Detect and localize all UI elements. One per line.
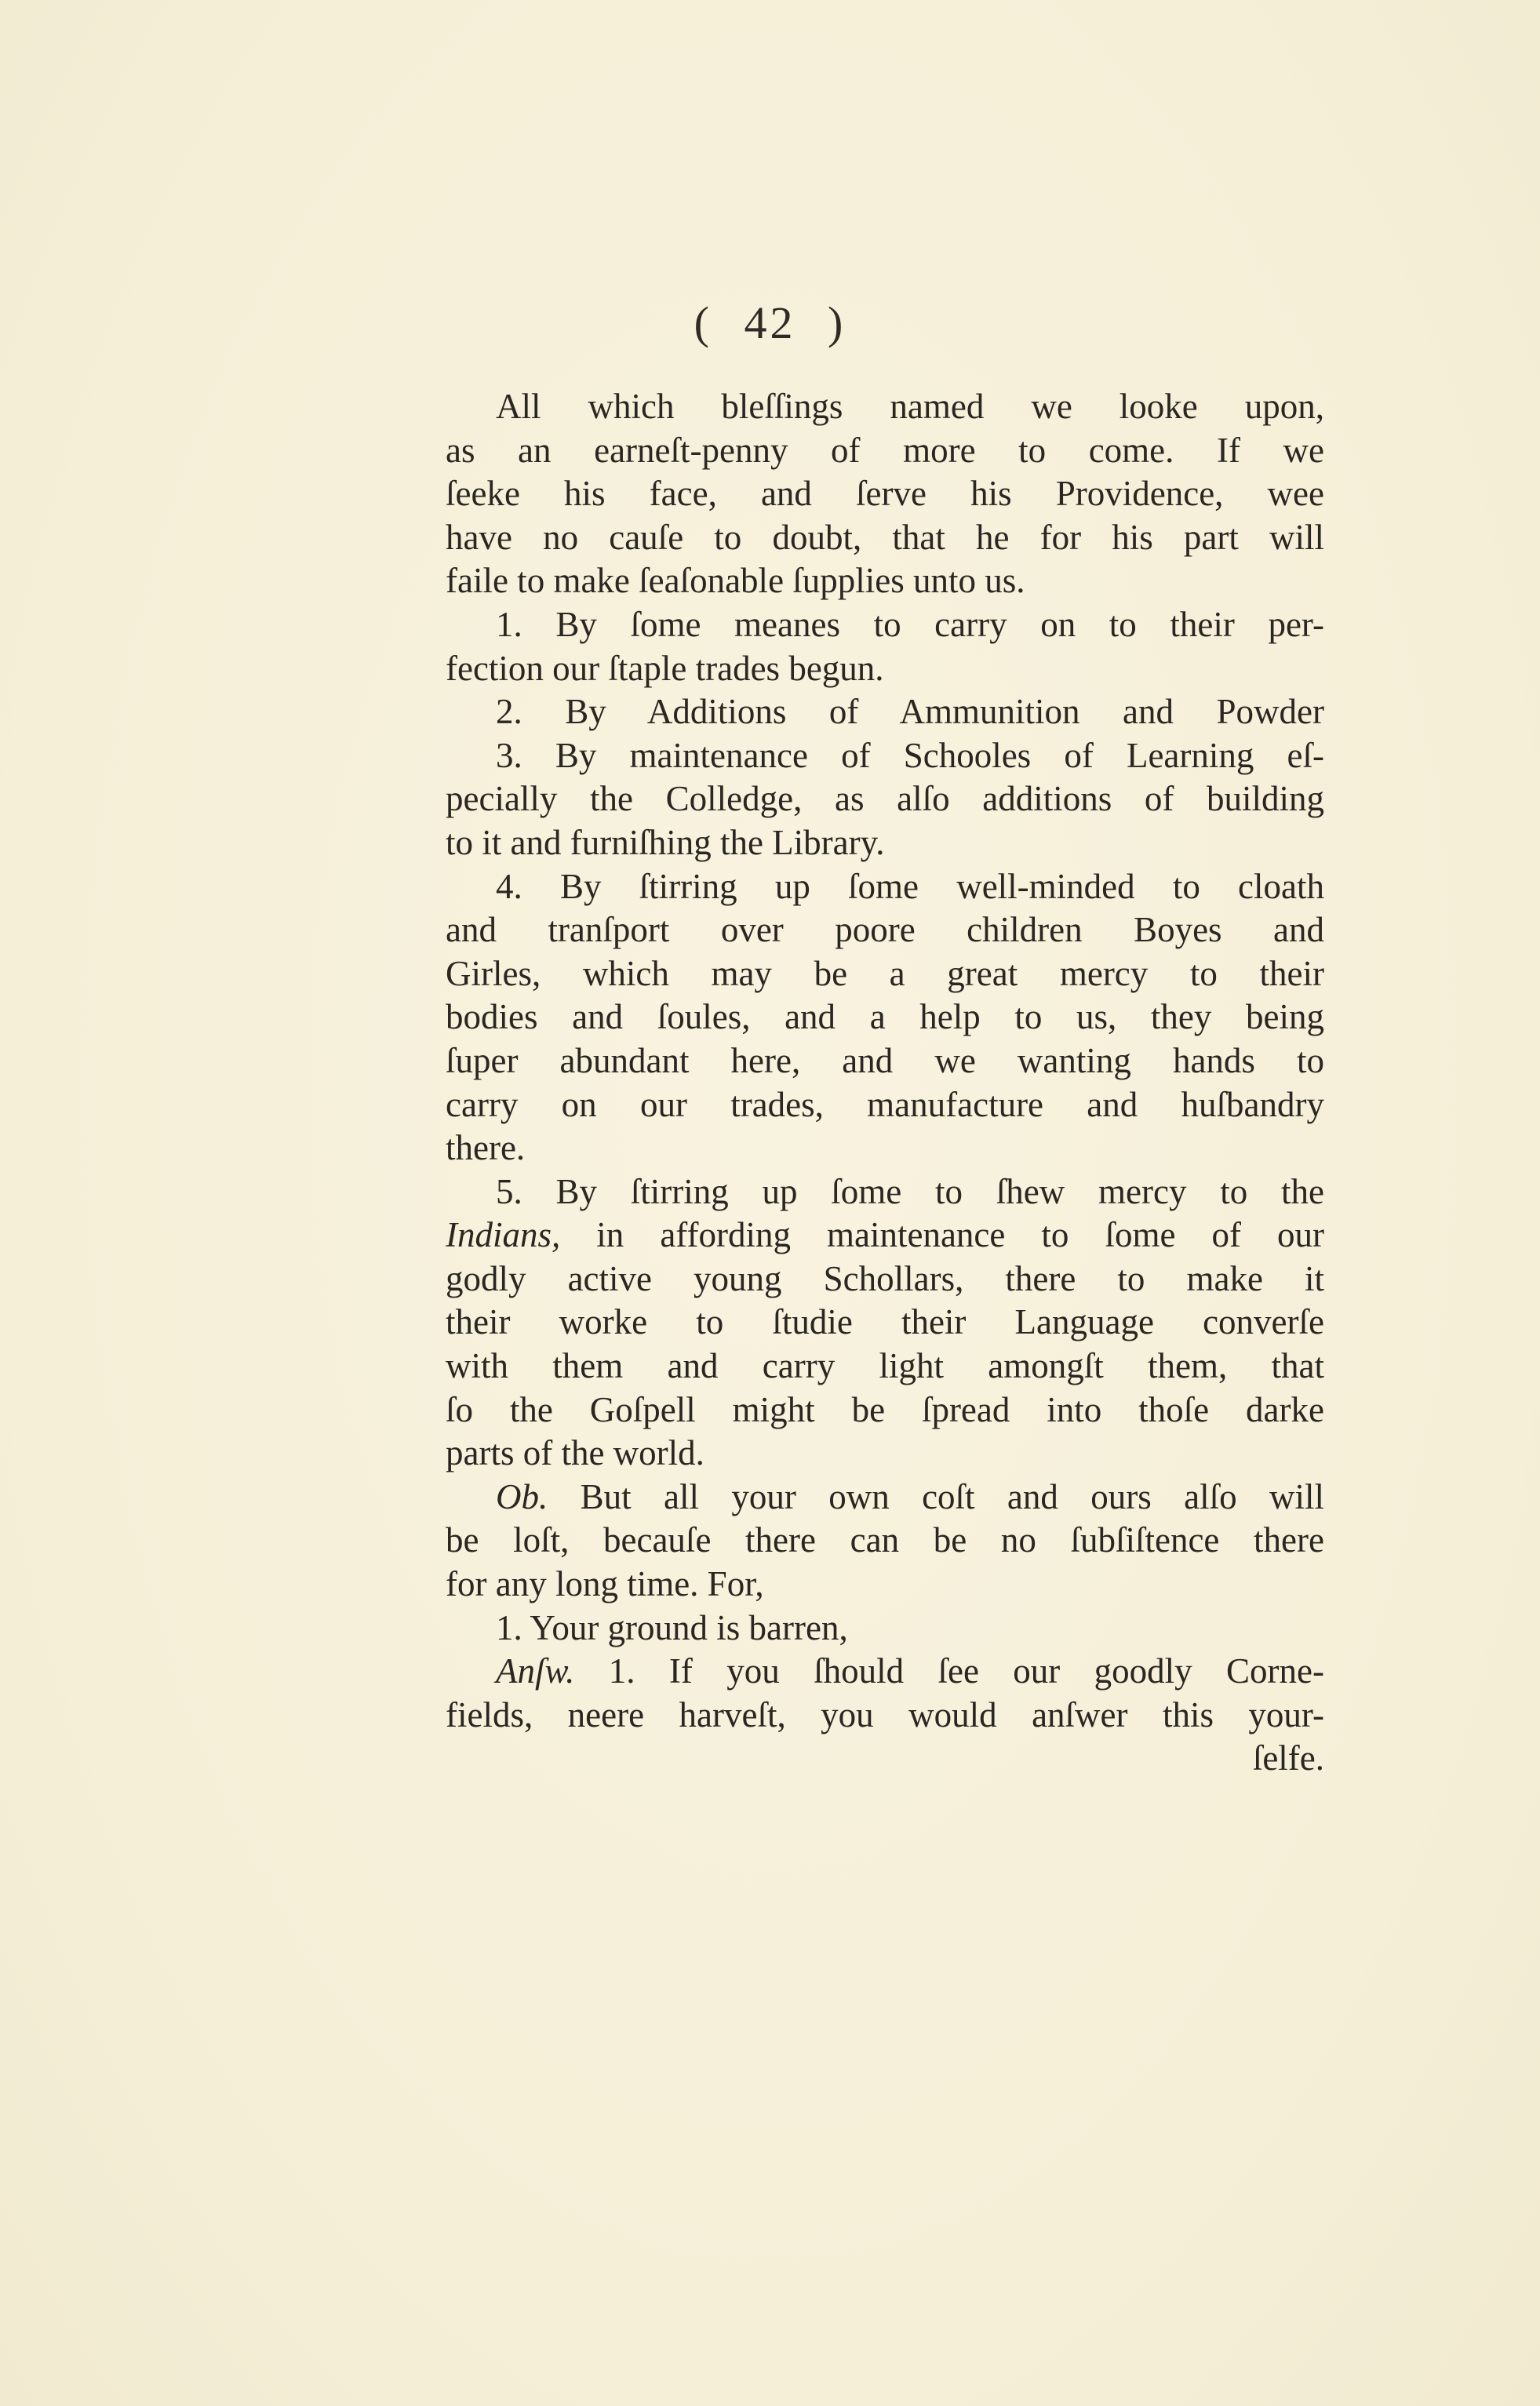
- text-line: [446, 908, 1324, 952]
- text-line: [446, 472, 1324, 516]
- line-text: for any long time. For,: [446, 1564, 764, 1604]
- line-text: 1. If you ſhould ſee our goodly Corne-: [574, 1651, 1324, 1691]
- line-text: pecially the Colledge, as alſo additions of building: [446, 779, 1324, 819]
- line-text: and tranſport over poore children Boyes and: [446, 910, 1324, 950]
- line-text: But all your own coſt and ours alſo will: [548, 1476, 1324, 1516]
- line-text: godly active young Schollars, there to make it: [446, 1258, 1324, 1298]
- text-line: [446, 1650, 1324, 1694]
- text-line: [446, 1607, 1324, 1651]
- text-line: [446, 821, 1324, 865]
- text-line: [446, 865, 1324, 909]
- line-text: 2. By Additions of Ammunition and Powder: [496, 692, 1324, 732]
- text-line: [446, 777, 1324, 821]
- text-line: [446, 1737, 1324, 1781]
- text-line: [446, 603, 1324, 647]
- line-text: their worke to ſtudie their Language converſe: [446, 1302, 1324, 1342]
- italic-text: Indians,: [446, 1215, 561, 1255]
- text-line: [446, 385, 1324, 429]
- text-line: [446, 1170, 1324, 1214]
- italic-text: Ob.: [496, 1476, 548, 1516]
- line-text: as an earneſt-penny of more to come. If we: [446, 430, 1324, 470]
- text-line: [446, 1214, 1324, 1258]
- text-line: [446, 559, 1324, 603]
- text-line: [446, 734, 1324, 778]
- text-line: [446, 1694, 1324, 1738]
- text-line: [446, 1563, 1324, 1607]
- text-line: [446, 996, 1324, 1039]
- text-line: [446, 429, 1324, 473]
- line-text: ſelfe.: [1252, 1738, 1324, 1778]
- line-text: in affording maintenance to ſome of our: [560, 1215, 1324, 1255]
- line-text: to it and furniſhing the Library.: [446, 822, 885, 862]
- line-text: fection our ſtaple trades begun.: [446, 648, 884, 688]
- italic-text: Anſw.: [496, 1651, 575, 1691]
- text-line: [446, 1039, 1324, 1083]
- text-line: [446, 1258, 1324, 1301]
- line-text: 3. By maintenance of Schooles of Learning eſ-: [496, 735, 1324, 775]
- body-text: [446, 385, 1324, 1781]
- page-number: ( 42 ): [694, 297, 846, 348]
- text-line: [446, 1476, 1324, 1520]
- text-line: [446, 1301, 1324, 1345]
- text-line: [446, 516, 1324, 560]
- line-text: bodies and ſoules, and a help to us, they being: [446, 997, 1324, 1037]
- text-line: [446, 647, 1324, 691]
- line-text: ſo the Goſpell might be ſpread into thoſe darke: [446, 1389, 1324, 1429]
- text-line: [446, 1083, 1324, 1127]
- text-line: [446, 1389, 1324, 1432]
- line-text: All which bleſſings named we looke upon,: [496, 387, 1324, 426]
- line-text: with them and carry light amongſt them, that: [446, 1346, 1324, 1386]
- line-text: be loſt, becauſe there can be no ſubſiſtence there: [446, 1520, 1324, 1560]
- line-text: 4. By ſtirring up ſome well-minded to cloath: [496, 866, 1324, 906]
- text-line: [446, 1127, 1324, 1170]
- text-line: [446, 690, 1324, 734]
- line-text: ſeeke his face, and ſerve his Providence, wee: [446, 474, 1324, 514]
- line-text: fields, neere harveſt, you would anſwer this your-: [446, 1694, 1324, 1734]
- line-text: have no cauſe to doubt, that he for his part will: [446, 517, 1324, 557]
- line-text: carry on our trades, manufacture and huſbandry: [446, 1084, 1324, 1124]
- line-text: Girles, which may be a great mercy to their: [446, 953, 1324, 993]
- line-text: there.: [446, 1128, 526, 1168]
- line-text: 5. By ſtirring up ſome to ſhew mercy to the: [496, 1171, 1324, 1211]
- line-text: faile to make ſeaſonable ſupplies unto us.: [446, 561, 1025, 601]
- text-line: [446, 952, 1324, 996]
- text-line: [446, 1432, 1324, 1476]
- text-line: [446, 1345, 1324, 1389]
- line-text: 1. By ſome meanes to carry on to their per-: [496, 604, 1324, 644]
- text-line: [446, 1519, 1324, 1563]
- line-text: parts of the world.: [446, 1433, 704, 1473]
- line-text: 1. Your ground is barren,: [496, 1607, 848, 1647]
- line-text: ſuper abundant here, and we wanting hands to: [446, 1040, 1324, 1080]
